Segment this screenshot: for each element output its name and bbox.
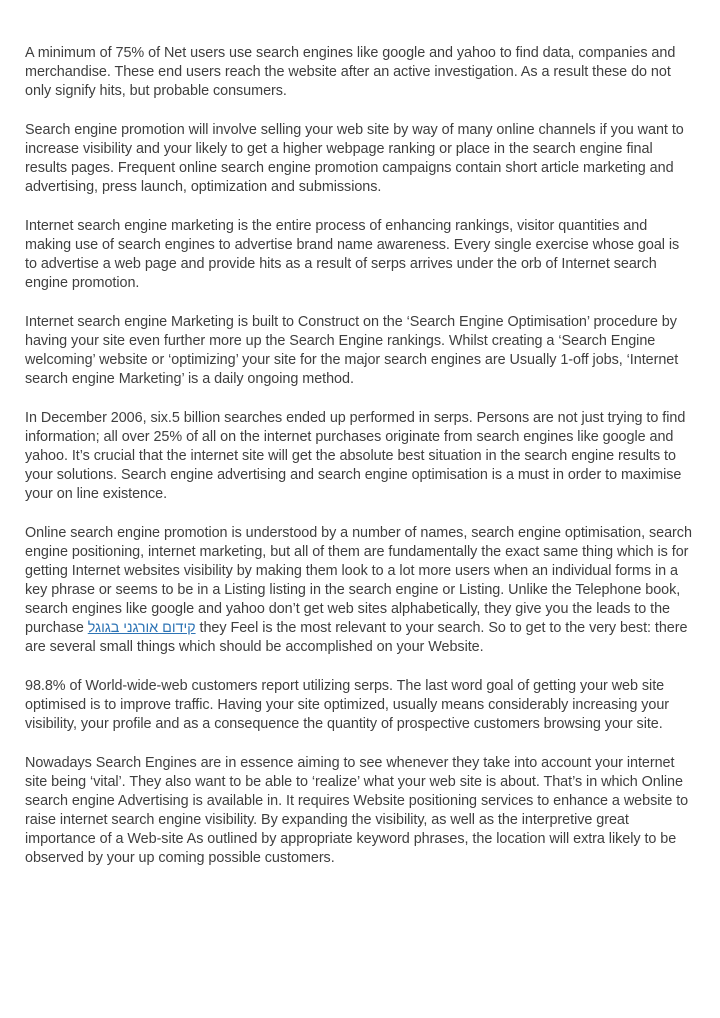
paragraph-promotion-channels: Search engine promotion will involve selling your web site by way of many online channels if you want to increase visibility and your likely to get a higher webpage ranking or place in the search engine final results pages. Frequent online search engine promotion campaigns contain short article marketing and advertising, press launch, optimization and submissions. — [25, 122, 684, 195]
paragraph-online-promotion-names — [25, 524, 694, 657]
paragraph-nowadays-engines: Nowadays Search Engines are in essence aiming to see whenever they take into account your internet site being ‘vital’. They also want to be able to ‘realize’ what your web site is about. That’s in which Online search engine Advertising is available in. It requires Website positioning services to enhance a website to raise internet search engine visibility. By expanding the visibility, as well as the interpretive great importance of a Web-site As outlined by appropriate keyword phrases, the location will extra likely to be observed by your up coming possible customers. — [25, 755, 689, 866]
paragraph-december-2006: In December 2006, six.5 billion searches ended up performed in serps. Persons are not just trying to find information; all over 25% of all on the internet purchases originate from search engines like google and yahoo. It’s crucial that the internet site will get the absolute best situation in the search engine results to your solutions. Search engine advertising and search engine optimisation is a must in order to maximise your on line existence. — [25, 410, 686, 502]
paragraph-link-after-text: they Feel is the most relevant to your search. So to get to the very best: there are several small things which should be accomplished on your Website. — [25, 620, 688, 655]
paragraph-link-before-text: Online search engine promotion is understood by a number of names, search engine optimisation, search engine positioning, internet marketing, but all of them are fundamentally the exact same thing which is for getting Internet websites visibility by making them look to a lot more users when an individual forms in a key phrase or seems to be in a Listing listing in the search engine or Listing. Unlike the Telephone book, search engines like google and yahoo don’t get web sites alphabetically, they give you the leads to the purchase — [25, 525, 692, 636]
hebrew-seo-link[interactable]: קידום אורגני בגוגל — [87, 620, 196, 636]
paragraph-intro-stats: A minimum of 75% of Net users use search engines like google and yahoo to find data, companies and merchandise. These end users reach the website after an active investigation. As a result these do not only signify hits, but probable consumers. — [25, 45, 676, 99]
paragraph-web-customers: 98.8% of World-wide-web customers report utilizing serps. The last word goal of getting your web site optimised is to improve traffic. Having your site optimized, usually means considerably increasing your visibility, your profile and as a consequence the quantity of prospective customers browsing your site. — [25, 678, 670, 732]
paragraph-marketing-process: Internet search engine marketing is the entire process of enhancing rankings, visitor quantities and making use of search engines to advertise brand name awareness. Every single exercise whose goal is to advertise a web page and provide hits as a result of serps arrives under the orb of Internet search engine promotion. — [25, 218, 680, 291]
paragraph-seo-procedure: Internet search engine Marketing is built to Construct on the ‘Search Engine Optimisation’ procedure by having your site even further more up the Search Engine rankings. Whilst creating a ‘Search Engine welcoming’ website or ‘optimizing’ your site for the major search engines are Usually 1-off jobs, ‘Internet search engine Marketing’ is a daily ongoing method. — [25, 314, 679, 387]
